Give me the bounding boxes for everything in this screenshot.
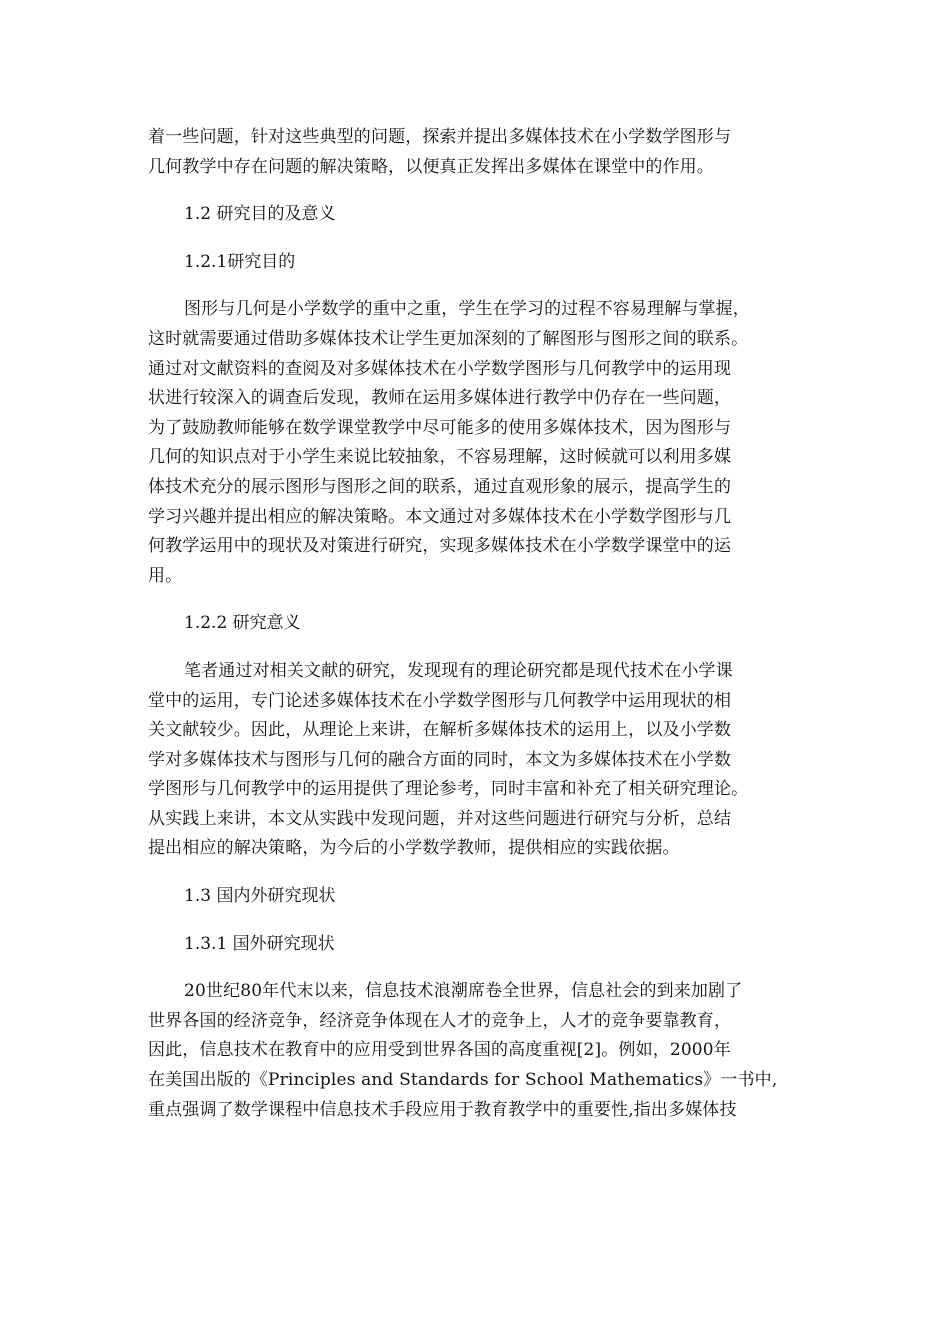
paragraph-line: 学图形与几何教学中的运用提供了理论参考，同时丰富和补充了相关研究理论。 bbox=[148, 779, 749, 800]
section-heading-1-3: 1.3 国内外研究现状 bbox=[184, 886, 336, 907]
paragraph-line: 几何的知识点对于小学生来说比较抽象，不容易理解，这时候就可以利用多媒 bbox=[148, 447, 732, 468]
paragraph-line: 在美国出版的《Principles and Standards for School Mathematics》一书中, bbox=[148, 1070, 778, 1091]
paragraph-line: 着一些问题，针对这些典型的问题，探索并提出多媒体技术在小学数学图形与 bbox=[148, 127, 732, 147]
paragraph-line: 体技术充分的展示图形与图形之间的联系，通过直观形象的展示，提高学生的 bbox=[148, 476, 732, 497]
paragraph-line: 图形与几何是小学数学的重中之重，学生在学习的过程不容易理解与掌握， bbox=[184, 299, 750, 320]
section-heading-1-2-1: 1.2.1研究目的 bbox=[184, 251, 296, 272]
section-heading-1-3-1: 1.3.1 国外研究现状 bbox=[184, 933, 335, 954]
paragraph-line: 几何教学中存在问题的解决策略，以便真正发挥出多媒体在课堂中的作用。 bbox=[148, 156, 714, 177]
paragraph-line: 用。 bbox=[148, 565, 183, 586]
paragraph-line: 笔者通过对相关文献的研究，发现现有的理论研究都是现代技术在小学课 bbox=[184, 660, 733, 681]
paragraph-line: 从实践上来讲，本文从实践中发现问题，并对这些问题进行研究与分析，总结 bbox=[148, 808, 732, 829]
paragraph-line: 状进行较深入的调查后发现，教师在运用多媒体进行教学中仍存在一些问题， bbox=[148, 388, 732, 409]
paragraph-line: 因此，信息技术在教育中的应用受到世界各国的高度重视[2]。例如，2000年 bbox=[148, 1040, 731, 1061]
paragraph-line: 世界各国的经济竞争，经济竞争体现在人才的竞争上，人才的竞争要靠教育， bbox=[148, 1010, 732, 1031]
section-heading-1-2-2: 1.2.2 研究意义 bbox=[184, 613, 301, 634]
paragraph-line: 学习兴趣并提出相应的解决策略。本文通过对多媒体技术在小学数学图形与几 bbox=[148, 506, 732, 527]
paragraph-foreign-research bbox=[148, 977, 808, 1125]
paragraph-line: 何教学运用中的现状及对策进行研究，实现多媒体技术在小学数学课堂中的运 bbox=[148, 536, 732, 557]
paragraph-line: 这时就需要通过借助多媒体技术让学生更加深刻的了解图形与图形之间的联系。 bbox=[148, 328, 749, 349]
paragraph-line: 为了鼓励教师能够在数学课堂教学中尽可能多的使用多媒体技术，因为图形与 bbox=[148, 417, 732, 438]
paragraph-line: 堂中的运用，专门论述多媒体技术在小学数学图形与几何教学中运用现状的相 bbox=[148, 690, 732, 711]
paragraph-line: 关文献较少。因此，从理论上来讲，在解析多媒体技术的运用上，以及小学数 bbox=[148, 720, 732, 741]
paragraph-research-purpose bbox=[148, 295, 808, 591]
paragraph-intro bbox=[148, 123, 808, 182]
paragraph-line: 提出相应的解决策略，为今后的小学数学教师，提供相应的实践依据。 bbox=[148, 838, 680, 859]
paragraph-line: 20世纪80年代末以来，信息技术浪潮席卷全世界，信息社会的到来加剧了 bbox=[184, 981, 743, 1002]
paragraph-research-significance bbox=[148, 657, 808, 864]
paragraph-line: 重点强调了数学课程中信息技术手段应用于教育教学中的重要性,指出多媒体技 bbox=[148, 1099, 737, 1120]
paragraph-line: 通过对文献资料的查阅及对多媒体技术在小学数学图形与几何教学中的运用现 bbox=[148, 358, 732, 379]
document-body bbox=[148, 123, 808, 1125]
paragraph-line: 学对多媒体技术与图形与几何的融合方面的同时，本文为多媒体技术在小学数 bbox=[148, 749, 732, 770]
section-heading-1-2: 1.2 研究目的及意义 bbox=[184, 204, 336, 225]
